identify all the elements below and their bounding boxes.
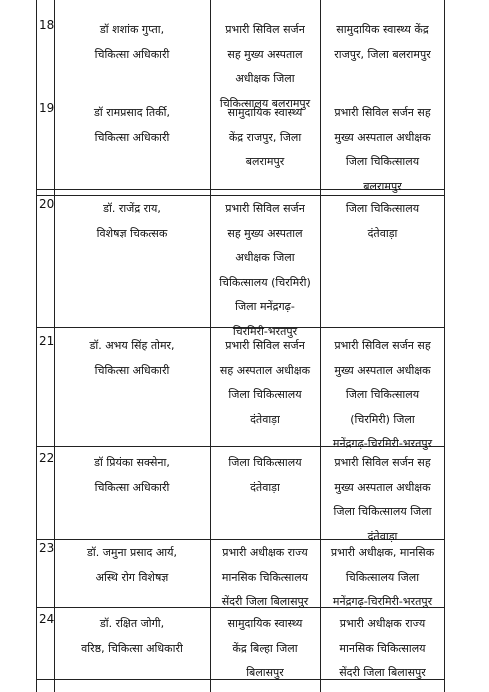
officer-name: डॉ. अभय सिंह तोमर, चिकित्सा अधिकारी [89,339,175,377]
new-posting: प्रभारी सिविल सर्जन सह मुख्य अस्पताल अधीक्षक जिला चिकित्सालय (चिरमिरी) जिला मनेंद्रगढ़-चिरमिरी-भरतपुर [332,339,433,450]
row-number: 18 [39,18,55,32]
row-number: 19 [39,101,55,115]
current-posting: प्रभारी सिविल सर्जन सह मुख्य अस्पताल अधीक्षक जिला चिकित्सालय बलरामपुर [219,23,311,110]
table-row [36,610,444,679]
border-right [444,0,445,692]
row-number: 20 [39,197,55,211]
officer-name: डॉ. जमुना प्रसाद आर्य, अस्थि रोग विशेषज्ञ [87,546,177,584]
table-row [36,195,444,338]
officer-name: डॉ प्रियंका सक्सेना, चिकित्सा अधिकारी [94,456,170,494]
table-row [36,332,444,450]
new-posting: प्रभारी सिविल सर्जन सह मुख्य अस्पताल अधीक्षक जिला चिकित्सालय जिला दंतेवाड़ा [333,456,432,543]
table-row [36,539,444,607]
current-posting: सामुदायिक स्वास्थ्य केंद्र बिल्हा जिला बिलासपुर [227,617,303,679]
row-number: 24 [39,612,55,626]
current-posting: प्रभारी सिविल सर्जन सह मुख्य अस्पताल अधीक्षक जिला चिकित्सालय (चिरमिरी) जिला मनेंद्रगढ़- चिरमिरी-भरतपुर [219,202,311,338]
officer-name: डॉ रामप्रसाद तिर्की, चिकित्सा अधिकारी [94,106,170,144]
current-posting: सामुदायिक स्वास्थ्य केंद्र राजपुर, जिला बलरामपुर [227,106,303,168]
row-number: 22 [39,451,55,465]
new-posting: प्रभारी सिविल सर्जन सह मुख्य अस्पताल अधीक्षक जिला चिकित्सालय बलरामपुर [334,106,431,193]
table-row [36,449,444,543]
row-number: 21 [39,334,55,348]
new-posting: प्रभारी अधीक्षक, मानसिक चिकित्सालय जिला मनेंद्रगढ़-चिरमिरी-भरतपुर [330,546,435,608]
officer-name: डॉ. राजेंद्र राय, विशेषज्ञ चिकत्सक [96,202,168,240]
current-posting: प्रभारी सिविल सर्जन सह अस्पताल अधीक्षक जिला चिकित्सालय दंतेवाड़ा [219,339,311,426]
current-posting: प्रभारी अधीक्षक राज्य मानसिक चिकित्सालय सेंदरी जिला बिलासपुर [221,546,309,608]
current-posting: जिला चिकित्सालय दंतेवाड़ा [228,456,302,494]
new-posting: सामुदायिक स्वास्थ्य केंद्र राजपुर, जिला बलरामपुर [334,23,431,61]
officer-name: डॉ. रक्षित जोगी, वरिष्ठ, चिकित्सा अधिकारी [81,617,183,655]
new-posting: जिला चिकित्सालय दंतेवाड़ा [345,202,420,240]
new-posting: प्रभारी अधीक्षक राज्य मानसिक चिकित्सालय सेंदरी जिला बिलासपुर [339,617,426,679]
row-number: 23 [39,541,55,555]
table-row [36,99,444,193]
officer-name: डॉ शशांक गुप्ता, चिकित्सा अधिकारी [94,23,170,61]
